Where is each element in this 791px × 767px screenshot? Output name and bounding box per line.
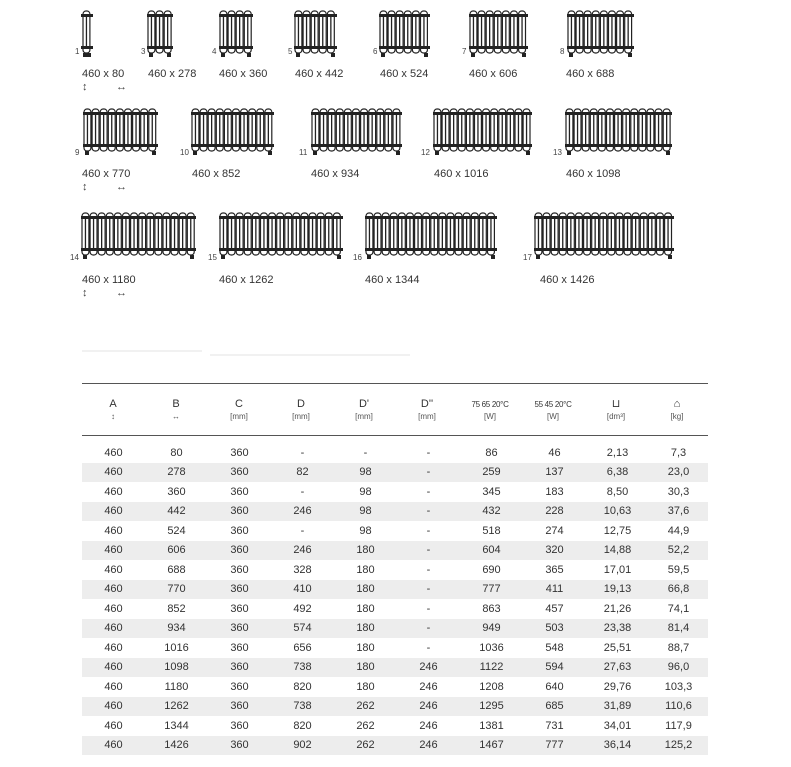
table-cell: - — [426, 563, 431, 576]
table-cell: 949 — [460, 619, 523, 639]
radiator-illustration — [293, 10, 338, 58]
table-cell: 82 — [271, 463, 334, 483]
table-cell: 360 — [230, 680, 249, 693]
table-cell: 457 — [545, 602, 564, 615]
table-cell: 460 — [104, 719, 123, 732]
table-cell: 640 — [545, 680, 564, 693]
model-size: 460 x 852 — [192, 168, 241, 180]
table-cell: 246 — [397, 697, 460, 717]
radiator-illustration — [218, 212, 344, 260]
table-cell: 262 — [356, 719, 375, 732]
table-cell: 345 — [482, 485, 501, 498]
column-header — [397, 398, 457, 423]
column-header — [209, 398, 269, 423]
column-header — [523, 398, 583, 423]
column-unit: ↔ — [172, 412, 180, 421]
table-cell: - — [363, 446, 368, 459]
table-cell: 777 — [523, 736, 586, 756]
table-cell: 492 — [293, 602, 312, 615]
table-cell: 74,1 — [667, 602, 690, 615]
table-cell: 180 — [356, 641, 375, 654]
table-cell: 125,2 — [649, 736, 708, 756]
column-unit: [kg] — [670, 412, 684, 421]
model-size: 460 x 606 — [469, 68, 518, 80]
model-size: 460 x 1180 — [82, 274, 136, 286]
table-cell: 34,01 — [603, 719, 632, 732]
table-cell: 460 — [82, 580, 145, 600]
table-cell: 360 — [230, 446, 249, 459]
table-cell: 17,01 — [603, 563, 632, 576]
table-cell: 180 — [334, 619, 397, 639]
table-cell: - — [426, 602, 431, 615]
table-cell: 1180 — [164, 680, 189, 693]
table-cell: 110,6 — [649, 697, 708, 717]
table-cell: 360 — [208, 658, 271, 678]
table-cell: 460 — [104, 524, 123, 537]
table-cell: 460 — [104, 680, 123, 693]
model-size: 460 x 1344 — [365, 274, 420, 286]
table-cell: 86 — [485, 446, 498, 459]
model-number: 7 — [462, 47, 467, 56]
table-cell: 180 — [334, 541, 397, 561]
table-cell: 262 — [334, 736, 397, 756]
table-cell: 180 — [356, 563, 375, 576]
table-cell: 46 — [548, 446, 561, 459]
table-row — [82, 619, 708, 639]
table-cell: 228 — [523, 502, 586, 522]
table-cell: 460 — [82, 463, 145, 483]
radiator-illustration — [190, 108, 275, 156]
table-cell: 360 — [208, 736, 271, 756]
table-cell: 2,13 — [606, 446, 629, 459]
table-row — [82, 736, 708, 756]
radiator-illustration — [378, 10, 431, 58]
table-cell: - — [300, 524, 305, 537]
table-cell: 360 — [208, 502, 271, 522]
faint-divider — [82, 350, 202, 352]
table-cell: 685 — [523, 697, 586, 717]
table-cell: 1208 — [479, 680, 504, 693]
column-unit: [W] — [484, 412, 496, 421]
model-number: 10 — [180, 148, 189, 157]
model-number: 12 — [421, 148, 430, 157]
table-cell: 460 — [82, 619, 145, 639]
table-row — [82, 716, 708, 736]
table-cell: 23,38 — [586, 619, 649, 639]
table-cell: 1295 — [460, 697, 523, 717]
radiator-illustration — [432, 108, 533, 156]
table-cell: - — [426, 524, 431, 537]
radiator-illustration — [82, 108, 159, 156]
table-cell: 460 — [82, 697, 145, 717]
table-row — [82, 463, 708, 483]
table-cell: 820 — [293, 719, 312, 732]
column-label: 75 65 20°C — [471, 400, 509, 409]
model-size: 460 x 1016 — [434, 168, 489, 180]
table-cell: 738 — [271, 658, 334, 678]
table-cell: 934 — [145, 619, 208, 639]
table-cell: 25,51 — [603, 641, 632, 654]
table-cell: 246 — [271, 541, 334, 561]
table-cell: 180 — [334, 658, 397, 678]
table-cell: 7,3 — [670, 446, 687, 459]
radiator-illustration — [566, 10, 635, 58]
column-label: D' — [358, 398, 370, 410]
model-size: 460 x 80 — [82, 68, 125, 80]
model-size: 460 x 934 — [311, 168, 360, 180]
model-number: 5 — [288, 47, 293, 56]
table-cell: 770 — [145, 580, 208, 600]
model-size: 460 x 688 — [566, 68, 615, 80]
table-cell: - — [397, 580, 460, 600]
table-cell: 44,9 — [667, 524, 690, 537]
height-arrow-icon: ↕ — [82, 181, 88, 193]
model-number: 1 — [75, 47, 80, 56]
column-header — [586, 398, 646, 423]
table-cell: 259 — [460, 463, 523, 483]
model-number: 9 — [75, 148, 80, 157]
table-cell: 274 — [545, 524, 564, 537]
column-unit: [mm] — [292, 412, 310, 421]
table-cell: 574 — [271, 619, 334, 639]
table-cell: 460 — [104, 563, 123, 576]
model-number: 4 — [212, 47, 217, 56]
table-cell: 246 — [419, 680, 438, 693]
table-row — [82, 443, 708, 463]
radiator-illustration — [468, 10, 529, 58]
table-cell: 6,38 — [586, 463, 649, 483]
table-cell: 863 — [482, 602, 501, 615]
table-cell: 432 — [460, 502, 523, 522]
table-row — [82, 697, 708, 717]
table-cell: 98 — [359, 485, 372, 498]
radiator-illustration — [533, 212, 675, 260]
table-cell: 360 — [230, 719, 249, 732]
table-cell: 594 — [523, 658, 586, 678]
table-cell: 23,0 — [649, 463, 708, 483]
faint-divider — [210, 354, 410, 356]
height-arrow-icon: ↕ — [82, 81, 88, 93]
table-row — [82, 521, 708, 541]
model-number: 8 — [560, 47, 565, 56]
table-cell: 460 — [82, 736, 145, 756]
table-cell: 10,63 — [586, 502, 649, 522]
model-number: 11 — [299, 148, 308, 157]
table-cell: 88,7 — [667, 641, 690, 654]
table-cell: - — [397, 502, 460, 522]
table-cell: 246 — [397, 736, 460, 756]
column-header — [334, 398, 394, 423]
table-cell: 98 — [334, 502, 397, 522]
dimension-arrows — [82, 81, 150, 93]
table-cell: 117,9 — [665, 719, 692, 732]
column-unit: [mm] — [230, 412, 248, 421]
table-cell: 246 — [271, 502, 334, 522]
table-cell: 29,76 — [603, 680, 632, 693]
model-number: 16 — [353, 253, 362, 262]
table-cell: 1122 — [460, 658, 523, 678]
table-cell: 37,6 — [649, 502, 708, 522]
table-cell: 460 — [104, 602, 123, 615]
model-number: 17 — [523, 253, 532, 262]
radiator-illustration — [564, 108, 673, 156]
table-cell: 98 — [359, 524, 372, 537]
column-label: ⊔ — [611, 398, 621, 410]
column-label: D'' — [420, 398, 434, 410]
table-cell: - — [426, 446, 431, 459]
table-cell: 103,3 — [664, 680, 693, 693]
table-cell: 246 — [397, 658, 460, 678]
table-cell: - — [300, 485, 305, 498]
model-size: 460 x 1098 — [566, 168, 621, 180]
table-cell: 1016 — [164, 641, 189, 654]
table-cell: 360 — [230, 641, 249, 654]
column-unit: [mm] — [355, 412, 373, 421]
spec-table — [82, 443, 708, 755]
table-row — [82, 560, 708, 580]
table-cell: 604 — [460, 541, 523, 561]
table-cell: 180 — [334, 580, 397, 600]
table-cell: 246 — [419, 719, 438, 732]
column-label: D — [297, 398, 305, 410]
table-cell: 852 — [167, 602, 186, 615]
table-cell: 360 — [230, 524, 249, 537]
column-label: C — [235, 398, 243, 410]
table-cell: 8,50 — [606, 485, 629, 498]
table-cell: 27,63 — [586, 658, 649, 678]
table-cell: 96,0 — [649, 658, 708, 678]
width-arrow-icon: ↔ — [116, 181, 127, 193]
column-unit: [mm] — [418, 412, 436, 421]
table-cell: 777 — [460, 580, 523, 600]
column-header — [146, 398, 206, 423]
table-cell: 690 — [482, 563, 501, 576]
table-cell: 1344 — [164, 719, 189, 732]
column-unit: [W] — [547, 412, 559, 421]
table-cell: 320 — [523, 541, 586, 561]
table-cell: 12,75 — [603, 524, 632, 537]
width-arrow-icon: ↔ — [116, 287, 127, 299]
table-cell: 442 — [145, 502, 208, 522]
table-cell: 180 — [356, 602, 375, 615]
model-number: 6 — [373, 47, 378, 56]
radiator-illustration — [310, 108, 403, 156]
table-cell: 548 — [545, 641, 564, 654]
model-size: 460 x 442 — [295, 68, 344, 80]
table-cell: 31,89 — [586, 697, 649, 717]
table-cell: - — [426, 641, 431, 654]
table-cell: 360 — [167, 485, 186, 498]
model-number: 14 — [70, 253, 79, 262]
radiator-illustration — [218, 10, 254, 58]
table-row — [82, 482, 708, 502]
dimension-arrows — [82, 287, 150, 299]
table-cell: 262 — [334, 697, 397, 717]
table-cell: 81,4 — [649, 619, 708, 639]
model-size: 460 x 278 — [148, 68, 197, 80]
height-arrow-icon: ↕ — [82, 287, 88, 299]
table-cell: 1381 — [479, 719, 504, 732]
table-row — [82, 658, 708, 678]
table-cell: 606 — [145, 541, 208, 561]
table-cell: 902 — [271, 736, 334, 756]
table-cell: 731 — [545, 719, 564, 732]
table-row — [82, 502, 708, 522]
table-cell: 460 — [82, 541, 145, 561]
column-header — [271, 398, 331, 423]
column-unit: ↕ — [111, 412, 115, 421]
table-cell: 688 — [167, 563, 186, 576]
table-cell: 360 — [230, 485, 249, 498]
table-row — [82, 541, 708, 561]
table-cell: 66,8 — [649, 580, 708, 600]
table-cell: 360 — [208, 463, 271, 483]
model-size: 460 x 524 — [380, 68, 429, 80]
table-cell: - — [300, 446, 305, 459]
table-cell: 524 — [167, 524, 186, 537]
table-cell: - — [397, 463, 460, 483]
table-cell: 503 — [523, 619, 586, 639]
column-label: A — [109, 398, 117, 410]
column-label: 55 45 20°C — [534, 400, 572, 409]
radiator-illustration — [80, 10, 94, 58]
table-cell: 1036 — [479, 641, 504, 654]
table-cell: 360 — [208, 541, 271, 561]
table-cell: 360 — [208, 697, 271, 717]
column-header — [83, 398, 143, 423]
model-size: 460 x 1262 — [219, 274, 274, 286]
table-cell: 278 — [145, 463, 208, 483]
table-cell: 460 — [104, 641, 123, 654]
radiator-illustration — [146, 10, 174, 58]
table-cell: 656 — [293, 641, 312, 654]
column-label: ⌂ — [673, 398, 681, 410]
column-header — [460, 398, 520, 423]
table-cell: 460 — [82, 658, 145, 678]
table-cell: 30,3 — [667, 485, 690, 498]
table-cell: - — [397, 541, 460, 561]
width-arrow-icon: ↔ — [116, 81, 127, 93]
table-cell: 98 — [334, 463, 397, 483]
table-cell: 410 — [271, 580, 334, 600]
table-row — [82, 580, 708, 600]
table-cell: 59,5 — [667, 563, 690, 576]
model-number: 15 — [208, 253, 217, 262]
table-row — [82, 599, 708, 619]
table-cell: 183 — [545, 485, 564, 498]
table-cell: 328 — [293, 563, 312, 576]
table-header-rule — [82, 435, 708, 436]
table-top-rule — [82, 383, 708, 384]
table-cell: 365 — [545, 563, 564, 576]
model-size: 460 x 770 — [82, 168, 131, 180]
table-cell: - — [397, 619, 460, 639]
table-cell: 411 — [523, 580, 586, 600]
table-cell: 518 — [482, 524, 501, 537]
table-cell: 820 — [293, 680, 312, 693]
table-cell: 460 — [82, 502, 145, 522]
model-size: 460 x 360 — [219, 68, 268, 80]
table-cell: 1262 — [145, 697, 208, 717]
model-number: 13 — [553, 148, 562, 157]
table-cell: - — [426, 485, 431, 498]
table-cell: 360 — [208, 619, 271, 639]
table-cell: 1467 — [460, 736, 523, 756]
table-cell: 360 — [230, 563, 249, 576]
radiator-illustration — [364, 212, 498, 260]
column-header — [647, 398, 707, 423]
dimension-arrows — [82, 181, 150, 193]
table-cell: 36,14 — [586, 736, 649, 756]
table-cell: 52,2 — [649, 541, 708, 561]
model-size: 460 x 1426 — [540, 274, 595, 286]
table-cell: 180 — [356, 680, 375, 693]
table-cell: 80 — [170, 446, 183, 459]
table-cell: 460 — [104, 485, 123, 498]
model-number: 3 — [141, 47, 146, 56]
table-cell: 14,88 — [586, 541, 649, 561]
table-cell: 360 — [208, 580, 271, 600]
column-label: B — [172, 398, 180, 410]
table-cell: 137 — [523, 463, 586, 483]
column-unit: [dm³] — [606, 412, 626, 421]
table-row — [82, 638, 708, 658]
table-cell: 360 — [230, 602, 249, 615]
table-cell: 21,26 — [603, 602, 632, 615]
table-cell: 1426 — [145, 736, 208, 756]
table-cell: 460 — [104, 446, 123, 459]
radiator-illustration — [80, 212, 197, 260]
table-cell: 738 — [271, 697, 334, 717]
table-row — [82, 677, 708, 697]
table-cell: 19,13 — [586, 580, 649, 600]
table-cell: 1098 — [145, 658, 208, 678]
